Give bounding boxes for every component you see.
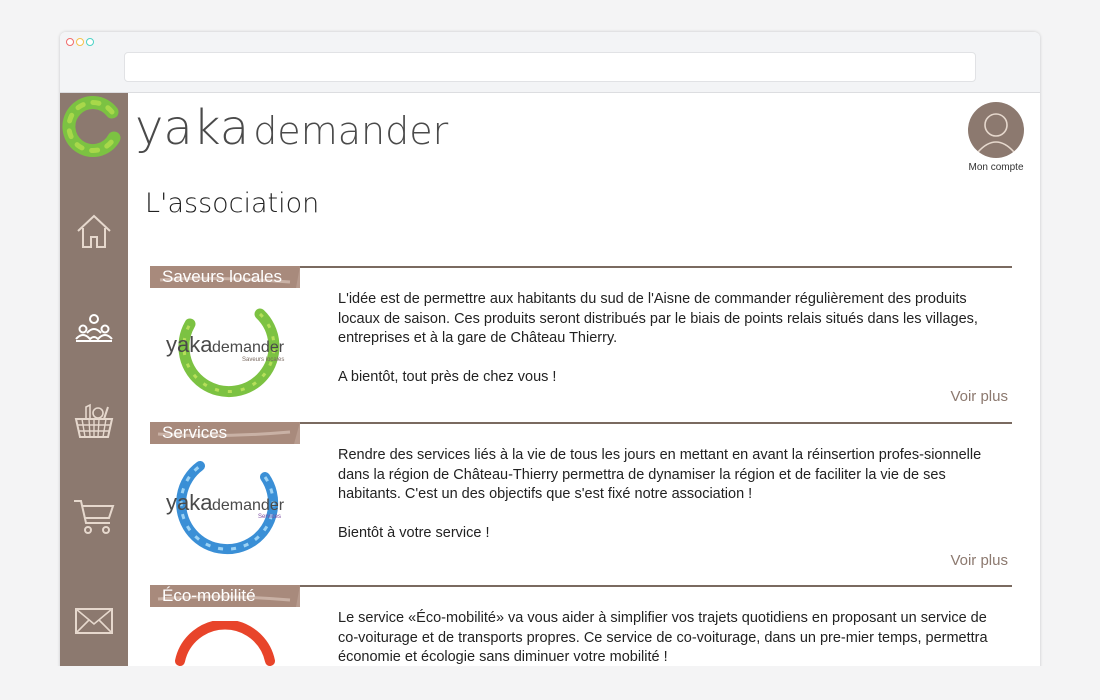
paragraph: Le service «Éco-mobilité» va vous aider à simplifier vos trajets quotidiens en proposant un service de co-voiturage et de transports propres. Ce service de co-voiturage, dans un pre-mier temps, permettra économie et écologie sans diminuer votre mobilité ! xyxy=(338,610,988,665)
section-divider xyxy=(300,266,1012,268)
brand-part-2: demander xyxy=(253,109,449,153)
avatar[interactable] xyxy=(968,102,1024,158)
services-logo xyxy=(160,452,290,562)
logo-word-1: yaka xyxy=(166,490,213,515)
sidebar xyxy=(60,93,128,672)
logo-word-1: yaka xyxy=(166,332,213,357)
user-icon xyxy=(968,102,1024,158)
voir-plus-link[interactable]: Voir plus xyxy=(950,388,1008,405)
section-divider xyxy=(300,585,1012,587)
logo-word-2: demander xyxy=(212,497,285,514)
section-divider xyxy=(300,422,1012,424)
brand-wordmark[interactable] xyxy=(135,100,448,156)
voir-plus-link[interactable]: Voir plus xyxy=(950,552,1008,569)
paragraph: A bientôt, tout près de chez vous ! xyxy=(338,369,557,385)
section-description xyxy=(338,290,988,407)
site-logo-icon[interactable] xyxy=(60,92,128,160)
section-tag xyxy=(150,422,300,444)
page-bottom xyxy=(0,666,1100,700)
paragraph: L'idée est de permettre aux habitants du sud de l'Aisne de commander régulièrement des produits locaux de saison. Ces produits seront distribués par le biais de points relais situés dans les villages, entreprises et à la gare de Château Thierry. xyxy=(338,291,978,346)
section-tag-label: Services xyxy=(162,423,228,442)
section-description xyxy=(338,446,988,563)
minimize-window-icon[interactable] xyxy=(76,38,84,46)
page-title: L'association xyxy=(145,188,320,219)
section-tag-label: Saveurs locales xyxy=(162,267,283,286)
saveurs-locales-logo xyxy=(160,294,290,404)
section-tag xyxy=(150,585,300,607)
brand-part-1: yaka xyxy=(135,100,250,156)
address-bar[interactable] xyxy=(124,52,976,82)
cart-icon[interactable] xyxy=(72,493,116,537)
logo-sub: Saveurs locales xyxy=(242,357,285,363)
section-tag xyxy=(150,266,300,288)
paragraph: Bientôt à votre service ! xyxy=(338,525,490,541)
browser-window xyxy=(60,32,1040,672)
close-window-icon[interactable] xyxy=(66,38,74,46)
logo-sub: Services xyxy=(258,514,282,520)
browser-toolbar xyxy=(60,32,1040,93)
home-icon[interactable] xyxy=(72,209,116,253)
maximize-window-icon[interactable] xyxy=(86,38,94,46)
logo-word-2: demander xyxy=(212,339,285,356)
eco-mobilite-logo xyxy=(160,621,290,672)
community-icon[interactable] xyxy=(72,307,116,351)
mail-icon[interactable] xyxy=(72,599,116,643)
account-button[interactable] xyxy=(958,102,1034,173)
basket-icon[interactable] xyxy=(72,399,116,443)
section-description xyxy=(338,609,988,672)
paragraph: Rendre des services liés à la vie de tous les jours en mettant en avant la réinsertion profes-sionnelle dans la région de Château-Thierry permettra de dynamiser la région et de faciliter la vie de ses habitants. C'est un des objectifs que s'est fixé notre association ! xyxy=(338,447,982,502)
account-label: Mon compte xyxy=(968,162,1024,173)
section-tag-label: Éco-mobilité xyxy=(162,586,256,605)
